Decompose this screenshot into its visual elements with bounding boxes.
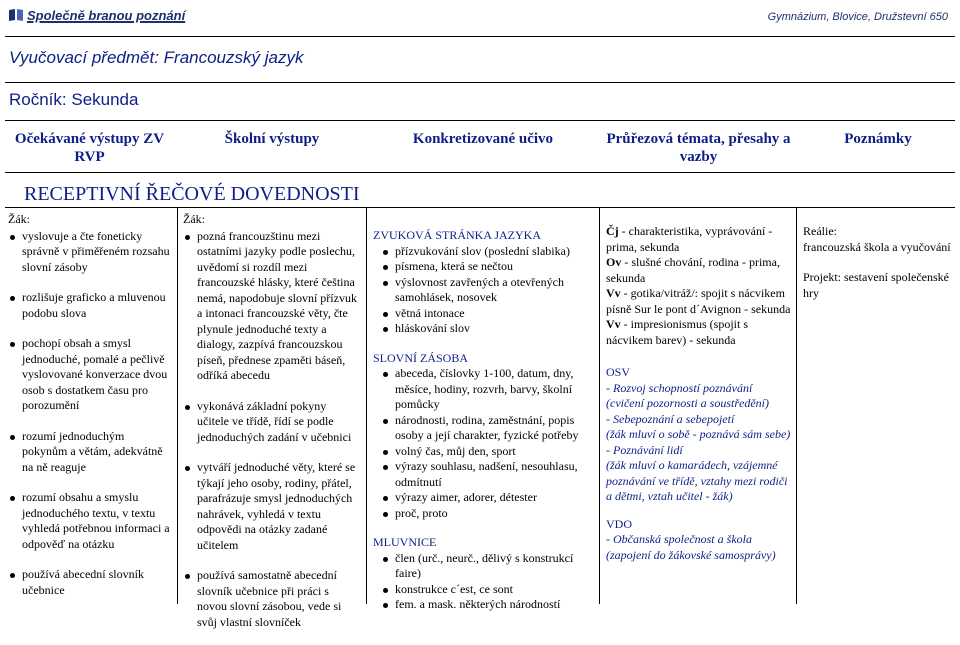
theme-cj <box>606 224 791 255</box>
col-divider-4 <box>796 207 797 604</box>
header-logo <box>8 8 185 23</box>
list-item: pochopí obsah a smysl jednoduché, pomalé a pečlivě vyslovované konverzace dvou osob s dostatkem času pro porozumění <box>8 336 171 414</box>
osv-line: (žák mluví o sobě - poznává sám sebe) <box>606 427 791 441</box>
theme-text: - impresionismus (spojit s nácvikem barev) - sekunda <box>606 317 749 347</box>
osv-line: (žák mluví o kamarádech, vzájemné poznávání ve třídě, vztahy mezi rodiči a dětmi, vztah učitel - žák) <box>606 458 788 503</box>
content-list-sound <box>381 244 593 337</box>
list-item: rozlišuje graficko a mluvenou podobu slova <box>8 290 171 321</box>
list-item: člen (urč., neurč., dělivý s konstrukcí faire) <box>381 551 593 582</box>
spacer <box>606 505 791 517</box>
theme-code: Vv <box>606 317 621 331</box>
theme-code: Vv <box>606 286 621 300</box>
rvp-column <box>8 212 171 613</box>
list-item: používá abecední slovník učebnice <box>8 567 171 598</box>
osv-line: - Poznávání lidí <box>606 442 683 457</box>
col-head-rvp: Očekávané výstupy ZV RVP <box>14 131 165 165</box>
school-name: Gymnázium, Blovice, Družstevní 650 <box>767 11 948 23</box>
notes-line: Reálie: <box>803 224 837 238</box>
theme-text: - charakteristika, vyprávování - prima, sekunda <box>606 224 773 254</box>
content-list-grammar <box>381 551 593 613</box>
page-header <box>0 0 960 40</box>
list-item: vytváří jednoduché věty, které se týkají jeho osoby, rodiny, přátel, parafrázuje smysl jednoduchých nahrávek, vyhledá v textu odpovědi na otázky zadané učitelem <box>183 460 361 553</box>
theme-code: Ov <box>606 255 622 269</box>
theme-vv-impressionism <box>606 317 791 348</box>
subject-title: Vyučovací předmět: Francouzský jazyk <box>9 48 304 67</box>
list-item: výslovnost zavřených a otevřených samohlásek, nosovek <box>381 275 593 306</box>
outputs-column <box>183 212 361 645</box>
list-item: rozumí obsahu a smyslu jednoduchého textu, v textu vyhledá potřebnou informaci a odpověď na otázku <box>8 490 171 552</box>
list-item: volný čas, můj den, sport <box>381 444 593 460</box>
col-head-outputs: Školní výstupy <box>224 131 320 147</box>
osv-line: - Rozvoj schopností poznávání <box>606 380 753 395</box>
list-item: hláskování slov <box>381 321 593 337</box>
content-list-vocabulary <box>381 366 593 521</box>
theme-text: - gotika/vitráž/: spojit s nácvikem písně Sur le pont d´Avignon - sekunda <box>606 286 791 316</box>
notes-line: Projekt: sestavení společenské hry <box>803 270 949 300</box>
header-rule <box>5 36 955 37</box>
vdo-title: VDO <box>606 516 632 531</box>
osv-line: (cvičení pozornosti a soustředění) <box>606 396 769 410</box>
section-title: RECEPTIVNÍ ŘEČOVÉ DOVEDNOSTI <box>24 183 360 205</box>
notes-column <box>803 224 953 301</box>
outputs-list <box>183 229 361 631</box>
col-divider-3 <box>599 207 600 604</box>
col-head-themes: Průřezová témata, přesahy a vazby <box>606 131 791 165</box>
spacer <box>606 348 791 365</box>
list-item: písmena, která se nečtou <box>381 259 593 275</box>
list-item: fem. a mask. některých národností <box>381 597 593 613</box>
col-divider-2 <box>366 207 367 604</box>
list-item: výrazy souhlasu, nadšení, nesouhlasu, odmítnutí <box>381 459 593 490</box>
section-rule <box>5 207 955 208</box>
osv-line: - Sebepoznání a sebepojetí <box>606 411 735 426</box>
notes-line: francouzská škola a vyučování <box>803 239 951 254</box>
list-item: používá samostatně abecední slovník učebnice při práci s novou slovní zásobou, vede si svůj vlastní slovníček <box>183 568 361 630</box>
list-item: vykonává základní pokyny učitele ve třídě, řídí se podle jednoduchých zadání v učebnici <box>183 399 361 446</box>
list-item: abeceda, číslovky 1-100, datum, dny, měsíce, hodiny, rozvrh, barvy, školní pomůcky <box>381 366 593 413</box>
content-group-title: ZVUKOVÁ STRÁNKA JAZYKA <box>373 228 541 242</box>
list-item: proč, proto <box>381 506 593 522</box>
rvp-list <box>8 229 171 599</box>
content-group-title: MLUVNICE <box>373 535 437 549</box>
theme-code: Čj <box>606 224 619 238</box>
list-item: rozumí jednoduchým pokynům a větám, adekvátně na ně reaguje <box>8 429 171 476</box>
list-item: přízvukování slov (poslední slabika) <box>381 244 593 260</box>
spacer <box>803 255 953 270</box>
list-item: konstrukce c´est, ce sont <box>381 582 593 598</box>
col-head-notes: Poznámky <box>844 131 912 147</box>
osv-title: OSV <box>606 365 631 379</box>
theme-vv-gothic <box>606 286 791 317</box>
col-divider-1 <box>177 207 178 604</box>
themes-column <box>606 224 791 563</box>
col-head-content: Konkretizované učivo <box>412 131 554 147</box>
list-item: výrazy aimer, adorer, détester <box>381 490 593 506</box>
list-item: větná intonace <box>381 306 593 322</box>
rvp-label: Žák: <box>8 212 30 226</box>
theme-ov <box>606 255 791 286</box>
list-item: vyslovuje a čte foneticky správně v přiměřeném rozsahu slovní zásoby <box>8 229 171 276</box>
column-head-rule <box>5 172 955 173</box>
subject-rule <box>5 82 955 83</box>
vdo-line: - Občanská společnost a škola <box>606 532 752 546</box>
content-column <box>373 228 593 627</box>
theme-text: - slušné chování, rodina - prima, sekunda <box>606 255 780 285</box>
grade-rule <box>5 120 955 121</box>
list-item: národnosti, rodina, zaměstnání, popis osoby a její charakter, fyzické potřeby <box>381 413 593 444</box>
vdo-line: (zapojení do žákovské samosprávy) <box>606 547 776 562</box>
outputs-label: Žák: <box>183 212 205 226</box>
grade-title: Ročník: Sekunda <box>9 90 139 109</box>
content-group-title: SLOVNÍ ZÁSOBA <box>373 350 469 365</box>
logo-text: Společně branou poznání <box>27 8 186 23</box>
list-item: pozná francouzštinu mezi ostatními jazyky podle poslechu, uvědomí si rozdíl mezi francouzské hlásky, které čeština nemá, napodobuje slovní přízvuk a intonaci francouzské věty, čte plynule jednoduché texty a dialogy, zazpívá francouzskou píseň, přednese zpaměti báseň, odříká abecedu <box>183 229 361 384</box>
book-logo-icon <box>8 8 24 22</box>
